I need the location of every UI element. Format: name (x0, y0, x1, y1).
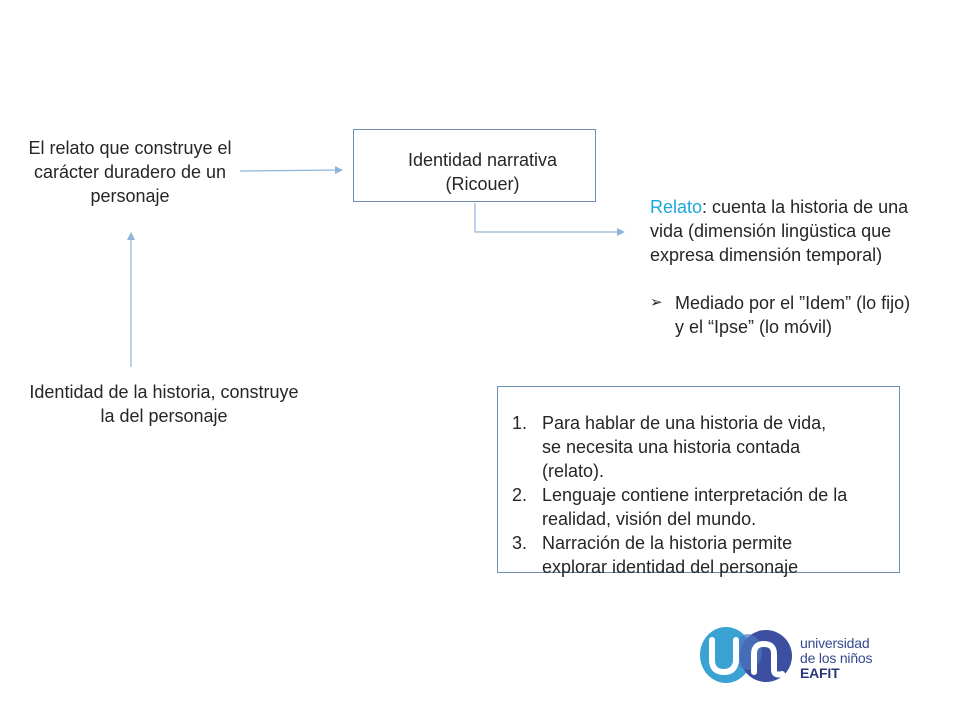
relato-construye-line3: personaje (90, 186, 170, 206)
relato-construye-line1: El relato que construye el (28, 138, 232, 158)
relato-construye-text (10, 136, 250, 208)
identidad-historia-text (5, 380, 323, 428)
relato-term: Relato (650, 197, 703, 217)
logo-mark-icon (698, 622, 798, 686)
list-item-line: Narración de la historia permite (542, 533, 793, 553)
list-item (512, 531, 892, 579)
relato-definition-line1: : cuenta la historia de una (702, 197, 909, 217)
arrow-to-relato-block (475, 203, 624, 232)
mediado-bullet (650, 291, 950, 339)
identidad-historia-line2: la del personaje (100, 406, 228, 426)
list-item-line: Para hablar de una historia de vida, (542, 413, 827, 433)
logo-line2: de los niños (800, 650, 873, 666)
list-item-line: (relato). (542, 461, 605, 481)
identidad-historia-line1: Identidad de la historia, construye (29, 382, 299, 402)
arrow-bullet-icon: ➢ (650, 294, 663, 311)
relato-definition (650, 195, 950, 339)
list-item (512, 483, 892, 531)
arrow-to-identity-box (240, 170, 342, 171)
list-item-line: se necesita una historia contada (542, 437, 801, 457)
list-item (512, 411, 892, 483)
mediado-line1: Mediado por el ”Idem” (lo fijo) (675, 293, 911, 313)
numbered-list (512, 411, 892, 579)
logo-wordmark (800, 636, 872, 681)
logo-line1: universidad (800, 635, 870, 651)
list-item-number: 1. (512, 413, 528, 433)
identidad-narrativa-line1: Identidad narrativa (407, 150, 558, 170)
logo-line3: EAFIT (800, 665, 840, 681)
relato-construye-line2: carácter duradero de un (33, 162, 227, 182)
relato-definition-line2: vida (dimensión lingüstica que (650, 221, 892, 241)
numbered-list-box (497, 386, 900, 577)
relato-definition-line3: expresa dimensión temporal) (650, 245, 883, 265)
identidad-narrativa-box (353, 129, 596, 202)
list-item-number: 3. (512, 533, 528, 553)
list-item-line: realidad, visión del mundo. (542, 509, 757, 529)
list-item-number: 2. (512, 485, 528, 505)
list-item-line: Lenguaje contiene interpretación de la (542, 485, 848, 505)
mediado-line2: y el “Ipse” (lo móvil) (675, 317, 833, 337)
list-item-line: explorar identidad del personaje (542, 557, 799, 577)
identidad-narrativa-line2: (Ricouer) (445, 174, 520, 194)
